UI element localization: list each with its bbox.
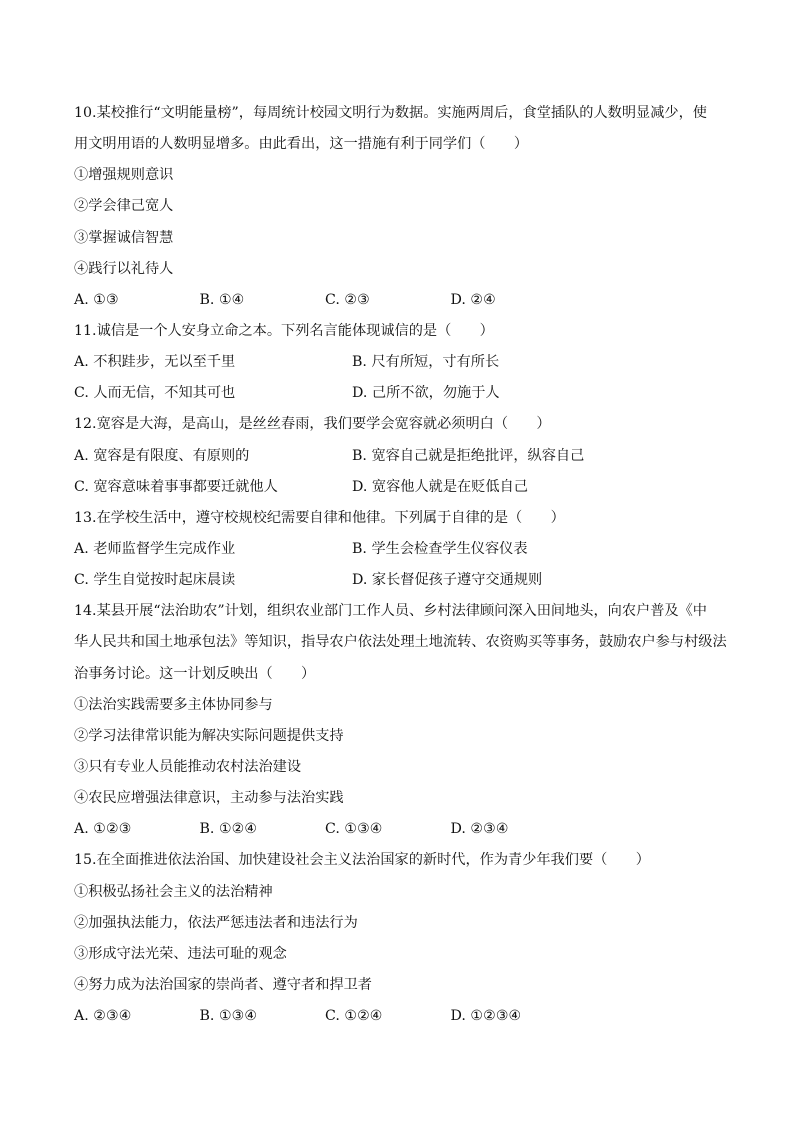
option-b: B. 宽容自己就是拒绝批评，纵容自己 (352, 447, 585, 464)
question-stem-line: 13.在学校生活中，遵守校规校纪需要自律和他律。下列属于自律的是（ ） (74, 509, 565, 526)
statement: ④农民应增强法律意识，主动参与法治实践 (74, 790, 344, 807)
option-a: A. ②③④ (74, 1008, 132, 1025)
option-b: B. 学生会检查学生仪容仪表 (352, 540, 528, 557)
statement: ①积极弘扬社会主义的法治精神 (74, 883, 273, 900)
option-d: D. 己所不欲，勿施于人 (352, 385, 500, 402)
option-d: D. 家长督促孩子遵守交通规则 (352, 572, 543, 589)
option-d: D. ①②③④ (450, 1008, 522, 1025)
options-row (74, 441, 724, 472)
option-c: C. ①③④ (325, 821, 383, 838)
exam-questions (74, 98, 727, 1032)
question-12 (74, 409, 724, 502)
option-d: D. 宽容他人就是在贬低自己 (352, 478, 528, 495)
question-stem-line: 14.某县开展“法治助农”计划，组织农业部门工作人员、乡村法律顾问深入田间地头，向农户普及《中 (74, 603, 707, 620)
options-row (74, 565, 724, 596)
option-d: D. ②④ (450, 291, 496, 308)
options-row (74, 347, 724, 378)
statement: ①增强规则意识 (74, 167, 174, 184)
question-stem-line: 华人民共和国土地承包法》等知识，指导农户依法处理土地流转、农资购买等事务，鼓励农户参与村级法 (74, 634, 727, 651)
statement: ②学习法律常识能为解决实际问题提供支持 (74, 727, 344, 744)
statement: ②加强执法能力，依法严惩违法者和违法行为 (74, 914, 358, 931)
option-a: A. ①③ (74, 291, 119, 308)
question-14 (74, 596, 727, 845)
question-10 (74, 98, 724, 316)
statement: ②学会律己宽人 (74, 198, 174, 215)
option-d: D. ②③④ (450, 821, 509, 838)
statement: ③形成守法光荣、违法可耻的观念 (74, 945, 287, 962)
options-row (74, 378, 724, 409)
statement: ④努力成为法治国家的崇尚者、遵守者和捍卫者 (74, 976, 372, 993)
question-stem-line: 12.宽容是大海，是高山，是丝丝春雨，我们要学会宽容就必须明白（ ） (74, 416, 551, 433)
statement: ③掌握诚信智慧 (74, 229, 174, 246)
option-b: B. ①③④ (199, 1008, 258, 1025)
options-row (74, 472, 724, 503)
statement: ①法治实践需要多主体协同参与 (74, 696, 273, 713)
question-stem-line: 用文明用语的人数明显增多。由此看出，这一措施有利于同学们（ ） (74, 136, 529, 153)
options-row (74, 814, 724, 845)
options-row (74, 285, 724, 316)
option-c: C. ①②④ (325, 1008, 383, 1025)
option-b: B. ①④ (199, 291, 245, 308)
question-stem-line: 15.在全面推进依法治国、加快建设社会主义法治国家的新时代，作为青少年我们要（ ） (74, 852, 650, 869)
option-c: C. 宽容意味着事事都要迁就他人 (74, 478, 278, 495)
options-row (74, 534, 724, 565)
option-b: B. ①②④ (199, 821, 258, 838)
options-row (74, 1001, 724, 1032)
question-stem-line: 11.诚信是一个人安身立命之本。下列名言能体现诚信的是（ ） (74, 322, 494, 339)
question-stem-line: 10.某校推行“文明能量榜”，每周统计校园文明行为数据。实施两周后，食堂插队的人数明显减少，使 (74, 105, 707, 121)
option-a: A. ①②③ (74, 821, 132, 838)
question-13 (74, 503, 724, 596)
option-a: A. 宽容是有限度、有原则的 (74, 447, 250, 464)
statement: ④践行以礼待人 (74, 260, 174, 277)
option-c: C. 学生自觉按时起床晨读 (74, 572, 236, 589)
question-11 (74, 316, 724, 409)
option-c: C. ②③ (325, 291, 370, 308)
option-c: C. 人而无信，不知其可也 (74, 385, 236, 402)
option-a: A. 不积跬步，无以至千里 (74, 354, 236, 371)
statement: ③只有专业人员能推动农村法治建设 (74, 758, 302, 775)
question-stem-line: 治事务讨论。这一计划反映出（ ） (74, 665, 316, 682)
question-15 (74, 845, 724, 1032)
option-a: A. 老师监督学生完成作业 (74, 540, 236, 557)
option-b: B. 尺有所短，寸有所长 (352, 354, 500, 371)
